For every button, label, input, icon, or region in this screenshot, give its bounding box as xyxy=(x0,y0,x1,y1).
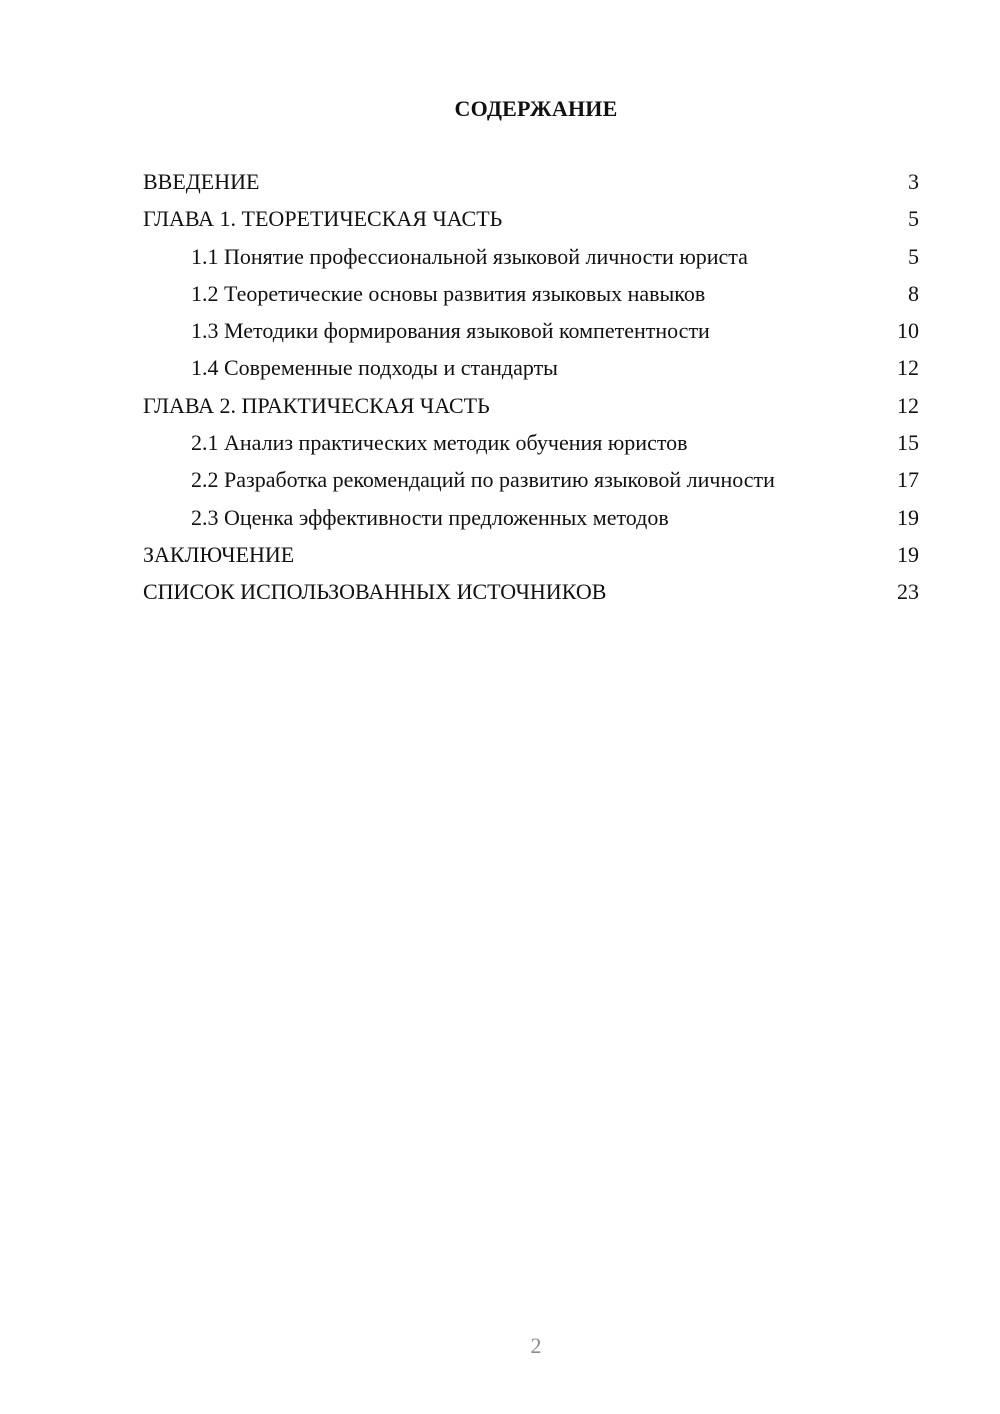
toc-entry-page: 12 xyxy=(897,392,919,418)
toc-entry-label: 2.2 Разработка рекомендаций по развитию языковой личности xyxy=(191,467,775,493)
toc-entry-section-2-1[interactable] xyxy=(143,430,919,456)
toc-entry-label: 1.3 Методики формирования языковой компетентности xyxy=(191,318,710,344)
toc-entry-page: 5 xyxy=(908,206,919,232)
toc-entry-label: 2.1 Анализ практических методик обучения юристов xyxy=(191,430,688,456)
toc-entry-label: 1.2 Теоретические основы развития языковых навыков xyxy=(191,280,706,306)
toc-entry-section-1-4[interactable] xyxy=(143,355,919,381)
page-number: 2 xyxy=(530,1333,542,1358)
toc-entry-page: 23 xyxy=(897,579,919,605)
toc-entry-section-1-1[interactable] xyxy=(143,244,919,270)
toc-entry-label: ГЛАВА 1. ТЕОРЕТИЧЕСКАЯ ЧАСТЬ xyxy=(143,206,503,232)
toc-entry-section-2-3[interactable] xyxy=(143,505,919,531)
toc-entry-page: 17 xyxy=(897,467,919,493)
toc-entry-references[interactable] xyxy=(143,579,919,605)
toc-title: СОДЕРЖАНИЕ xyxy=(454,96,618,121)
toc-entry-label: ГЛАВА 2. ПРАКТИЧЕСКАЯ ЧАСТЬ xyxy=(143,392,490,418)
table-of-contents xyxy=(143,169,919,617)
toc-entry-chapter-1[interactable] xyxy=(143,206,919,232)
toc-entry-label: ВВЕДЕНИЕ xyxy=(143,169,260,194)
toc-entry-chapter-2[interactable] xyxy=(143,393,919,419)
toc-entry-section-1-2[interactable] xyxy=(143,281,919,307)
toc-entry-page: 3 xyxy=(908,169,919,194)
toc-entry-label: ЗАКЛЮЧЕНИЕ xyxy=(143,541,295,567)
toc-entry-label: 1.4 Современные подходы и стандарты xyxy=(191,355,558,381)
toc-entry-page: 10 xyxy=(897,318,919,344)
toc-entry-conclusion[interactable] xyxy=(143,542,919,568)
toc-entry-page: 15 xyxy=(897,430,919,456)
toc-entry-page: 12 xyxy=(897,355,919,381)
toc-entry-section-1-3[interactable] xyxy=(143,318,919,344)
toc-entry-introduction[interactable] xyxy=(143,169,919,195)
toc-entry-label: СПИСОК ИСПОЛЬЗОВАННЫХ ИСТОЧНИКОВ xyxy=(143,579,607,605)
toc-entry-page: 19 xyxy=(897,541,919,567)
toc-entry-page: 8 xyxy=(908,280,919,306)
toc-entry-label: 1.1 Понятие профессиональной языковой личности юриста xyxy=(191,243,748,269)
toc-entry-label: 2.3 Оценка эффективности предложенных методов xyxy=(191,504,669,530)
toc-entry-section-2-2[interactable] xyxy=(143,467,919,493)
toc-entry-page: 5 xyxy=(908,243,919,269)
toc-entry-page: 19 xyxy=(897,504,919,530)
